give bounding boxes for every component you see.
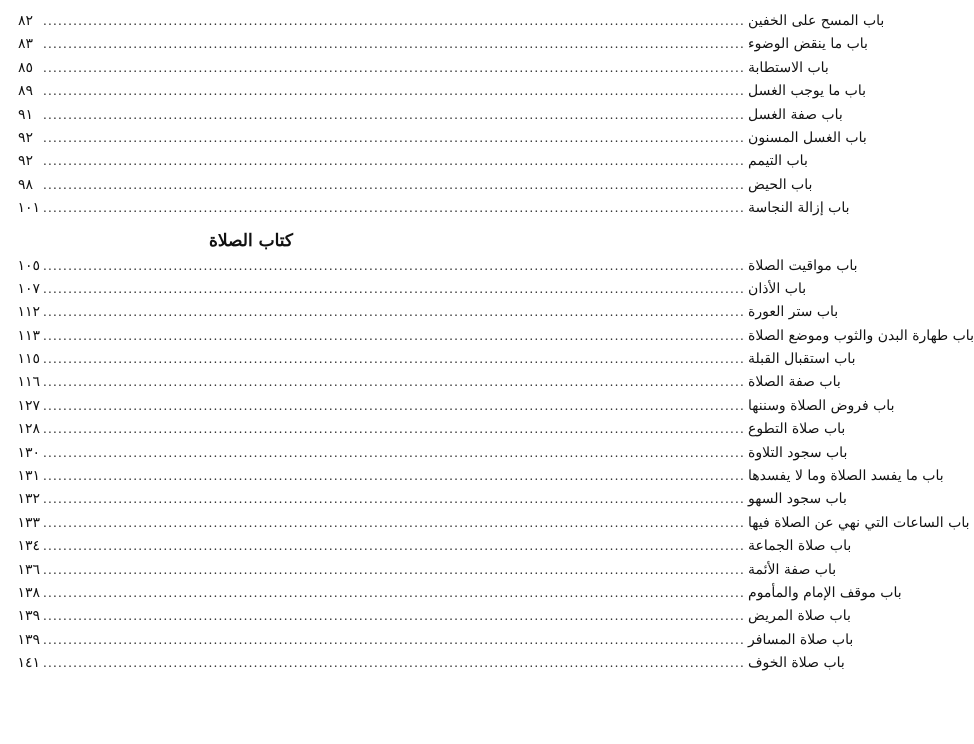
toc-entry — [17, 535, 852, 558]
entry-title: باب صلاة المريض — [748, 608, 851, 625]
dot-leader: ............................................................................................................................................ — [43, 632, 746, 647]
toc-list-second — [17, 255, 974, 676]
page-number: ٨٢ — [18, 13, 34, 29]
entry-title: باب طهارة البدن والثوب وموضع الصلاة — [748, 327, 974, 344]
page-number: ١٣٨ — [17, 584, 40, 601]
toc-entry — [18, 57, 829, 80]
toc-entry — [17, 197, 850, 220]
page-number: ١٤١ — [17, 655, 40, 672]
toc-entry — [18, 174, 813, 197]
page-number: ١٢٧ — [17, 397, 40, 414]
page-number: ١٣٦ — [17, 561, 40, 578]
page-number: ١٠٥ — [17, 257, 40, 274]
page-number: ١٣٠ — [17, 444, 40, 461]
page-number: ٩٢ — [18, 153, 34, 170]
entry-title: باب صلاة المسافر — [748, 631, 854, 648]
entry-title: باب صفة الأئمة — [748, 561, 837, 578]
dot-leader: ............................................................................................................................................ — [43, 201, 746, 216]
toc-entry — [17, 301, 839, 324]
toc-entry — [17, 278, 807, 301]
entry-title: باب ما يفسد الصلاة وما لا يفسدها — [748, 468, 944, 485]
entry-title: باب فروض الصلاة وسننها — [748, 397, 895, 414]
toc-entry — [18, 33, 868, 56]
dot-leader: ............................................................................................................................................ — [43, 515, 746, 530]
toc-entry — [17, 559, 837, 582]
dot-leader: ............................................................................................................................................ — [43, 281, 746, 296]
toc-entry — [18, 10, 885, 33]
entry-title: باب الاستطابة — [748, 59, 829, 76]
toc-entry — [17, 325, 974, 348]
dot-leader: ............................................................................................................................................ — [43, 375, 746, 390]
dot-leader: ............................................................................................................................................ — [43, 154, 746, 169]
toc-entry — [17, 418, 846, 441]
entry-title: باب الحيض — [748, 176, 813, 193]
page-number: ٨٣ — [18, 36, 34, 53]
entry-title: باب صفة الغسل — [748, 106, 843, 123]
page-number: ١٣٣ — [17, 514, 40, 531]
toc-entry — [17, 652, 845, 675]
page-number: ١٠١ — [17, 200, 40, 217]
toc-entry — [17, 605, 851, 628]
dot-leader: ............................................................................................................................................ — [43, 84, 746, 99]
entry-title: باب صفة الصلاة — [748, 374, 841, 391]
entry-title: باب ما ينقض الوضوء — [748, 36, 868, 53]
entry-title: باب المسح على الخفين — [748, 13, 885, 29]
page-number: ١٣٢ — [17, 491, 40, 508]
dot-leader: ............................................................................................................................................ — [43, 492, 746, 507]
dot-leader: ............................................................................................................................................ — [43, 37, 746, 52]
entry-title: باب الساعات التي نهي عن الصلاة فيها — [748, 514, 970, 531]
toc-entry — [17, 348, 856, 371]
page-number: ١٠٧ — [17, 280, 40, 297]
dot-leader: ............................................................................................................................................ — [43, 60, 746, 75]
page-number: ١٣٩ — [17, 608, 40, 625]
section-heading: كتاب الصلاة — [208, 230, 294, 251]
toc-entry — [17, 512, 970, 535]
toc-entry — [17, 442, 848, 465]
entry-title: باب موقف الإمام والمأموم — [748, 584, 902, 601]
toc-entry — [17, 395, 895, 418]
dot-leader: ............................................................................................................................................ — [43, 130, 746, 145]
toc-entry — [17, 465, 944, 488]
entry-title: باب ستر العورة — [748, 304, 839, 321]
entry-title: باب التيمم — [748, 153, 808, 170]
page-number: ٨٩ — [18, 83, 34, 100]
dot-leader: ............................................................................................................................................ — [43, 258, 746, 273]
toc-entry — [18, 150, 808, 173]
page-number: ٩٢ — [18, 129, 34, 146]
dot-leader: ............................................................................................................................................ — [43, 469, 746, 484]
dot-leader: ............................................................................................................................................ — [43, 177, 746, 192]
dot-leader: ............................................................................................................................................ — [43, 445, 746, 460]
page-number: ١٣٤ — [17, 538, 40, 555]
entry-title: باب الغسل المسنون — [748, 129, 867, 146]
page-number: ١١٣ — [17, 327, 40, 344]
page-number: ١١٦ — [17, 374, 40, 391]
dot-leader: ............................................................................................................................................ — [43, 539, 746, 554]
toc-entry — [18, 80, 867, 103]
dot-leader: ............................................................................................................................................ — [43, 107, 746, 122]
dot-leader: ............................................................................................................................................ — [43, 14, 746, 28]
dot-leader: ............................................................................................................................................ — [43, 656, 746, 671]
toc-entry — [17, 488, 847, 511]
entry-title: باب سجود التلاوة — [748, 444, 848, 461]
dot-leader: ............................................................................................................................................ — [43, 352, 746, 367]
toc-entry — [17, 629, 854, 652]
entry-title: باب الأذان — [748, 280, 807, 297]
page-number: ٨٥ — [18, 59, 34, 76]
entry-title: باب صلاة التطوع — [748, 421, 846, 438]
page-number: ٩٨ — [18, 176, 34, 193]
dot-leader: ............................................................................................................................................ — [43, 305, 746, 320]
dot-leader: ............................................................................................................................................ — [43, 585, 746, 600]
entry-title: باب سجود السهو — [748, 491, 847, 508]
page-number: ١٣٩ — [17, 631, 40, 648]
dot-leader: ............................................................................................................................................ — [43, 328, 746, 343]
page-number: ١١٥ — [17, 351, 40, 368]
page-number: ١١٢ — [17, 304, 40, 321]
toc-entry — [17, 371, 841, 394]
entry-title: باب صلاة الجماعة — [748, 538, 852, 555]
entry-title: باب ما يوجب الغسل — [748, 83, 867, 100]
dot-leader: ............................................................................................................................................ — [43, 609, 746, 624]
dot-leader: ............................................................................................................................................ — [43, 562, 746, 577]
entry-title: باب استقبال القبلة — [748, 351, 856, 368]
toc-list-first — [17, 10, 885, 221]
dot-leader: ............................................................................................................................................ — [43, 422, 746, 437]
toc-entry — [18, 127, 867, 150]
dot-leader: ............................................................................................................................................ — [43, 398, 746, 413]
entry-title: باب إزالة النجاسة — [748, 200, 850, 217]
toc-entry — [17, 582, 902, 605]
entry-title: باب صلاة الخوف — [748, 655, 845, 672]
entry-title: باب مواقيت الصلاة — [748, 257, 858, 274]
page-number: ٩١ — [18, 106, 34, 123]
toc-entry — [18, 104, 843, 127]
toc-entry — [17, 255, 858, 278]
page-number: ١٣١ — [17, 468, 40, 485]
page-number: ١٢٨ — [17, 421, 40, 438]
